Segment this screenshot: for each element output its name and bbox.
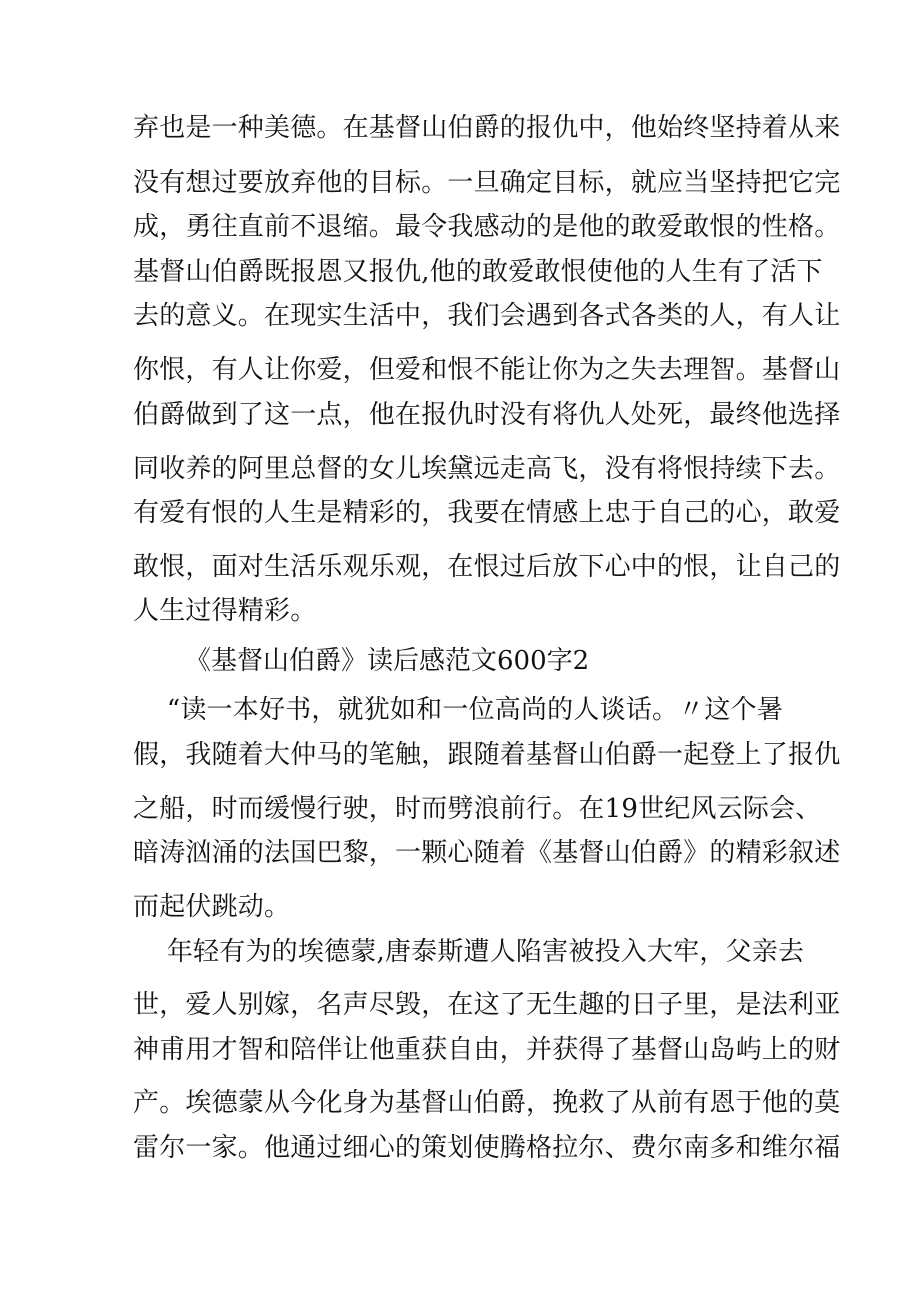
text-line: 敢恨，面对生活乐观乐观，在恨过后放下心中的恨，让自己的	[133, 552, 841, 582]
text-line: “读一本好书，就犹如和一位高尚的人谈话。〃这个暑	[133, 695, 783, 725]
text-line: 之船，时而缓慢行驶，时而劈浪前行。在19世纪风云际会、	[133, 794, 822, 824]
section-heading: 《基督山伯爵》读后感范文600字2	[185, 646, 590, 676]
text-line: 同收养的阿里总督的女儿埃黛远走高飞，没有将恨持续下去。	[133, 454, 841, 484]
text-line: 假，我随着大仲马的笔触，跟随着基督山伯爵一起登上了报仇	[133, 740, 841, 770]
text-line: 产。埃德蒙从今化身为基督山伯爵，挽救了从前有恩于他的莫	[133, 1088, 841, 1118]
text-line: 神甫用才智和陪伴让他重获自由，并获得了基督山岛屿上的财	[133, 1035, 841, 1065]
text-line: 你恨，有人让你爱，但爱和恨不能让你为之失去理智。基督山	[133, 355, 841, 385]
text-line: 年轻有为的埃德蒙,唐泰斯遭人陷害被投入大牢，父亲去	[133, 937, 805, 967]
text-line: 基督山伯爵既报恩又报仇,他的敢爱敢恨使他的人生有了活下	[133, 257, 823, 287]
text-line: 有爱有恨的人生是精彩的，我要在情感上忠于自己的心，敢爱	[133, 498, 841, 528]
text-line: 世，爱人别嫁，名声尽毁，在这了无生趣的日子里，是法利亚	[133, 990, 841, 1020]
text-line: 没有想过要放弃他的目标。一旦确定目标，就应当坚持把它完	[133, 168, 841, 198]
text-line: 人生过得精彩。	[133, 596, 317, 626]
text-line: 暗涛汹涌的法国巴黎，一颗心随着《基督山伯爵》的精彩叙述	[133, 838, 841, 868]
text-line: 成，勇往直前不退缩。最令我感动的是他的敢爱敢恨的性格。	[133, 212, 841, 242]
text-line: 伯爵做到了这一点，他在报仇时没有将仇人处死，最终他选择	[133, 400, 841, 430]
text-line: 去的意义。在现实生活中，我们会遇到各式各类的人，有人让	[133, 301, 841, 331]
text-line: 雷尔一家。他通过细心的策划使腾格拉尔、费尔南多和维尔福	[133, 1133, 841, 1163]
text-line: 而起伏跳动。	[133, 892, 291, 922]
text-line: 弃也是一种美德。在基督山伯爵的报仇中，他始终坚持着从来	[133, 113, 841, 143]
